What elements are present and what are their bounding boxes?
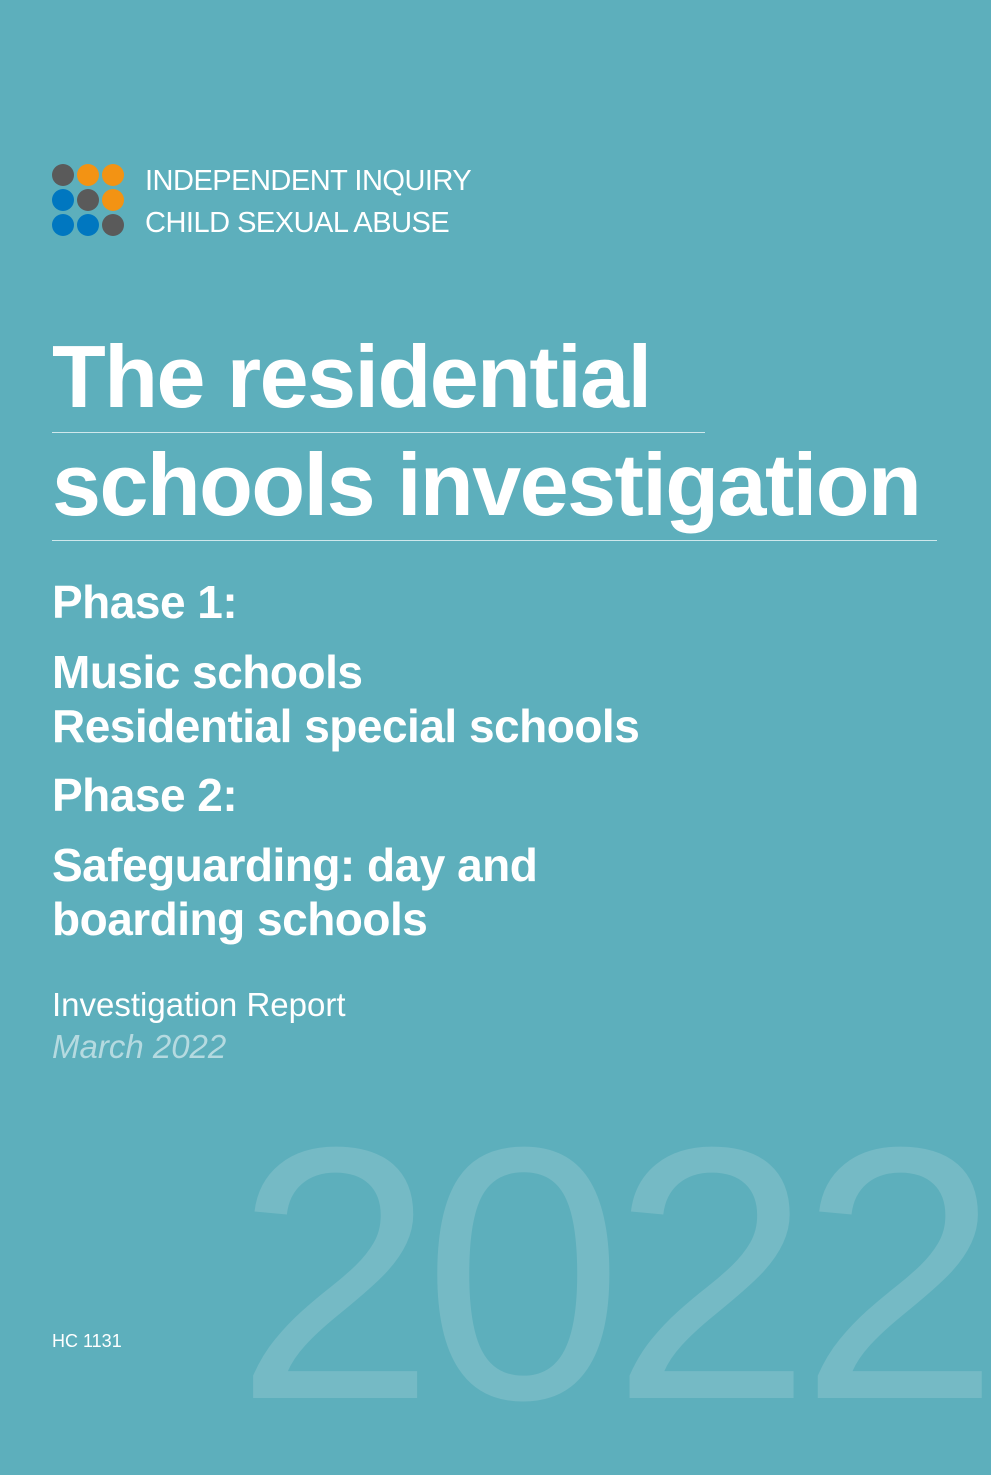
phase1-item: Residential special schools <box>52 700 640 752</box>
title-line1: The residential <box>52 322 705 433</box>
logo-dots-icon <box>52 164 127 239</box>
phase2-item: Safeguarding: day and <box>52 839 538 891</box>
reference-number: HC 1131 <box>52 1331 122 1351</box>
logo-text <box>145 160 471 244</box>
phase2-item: boarding schools <box>52 893 428 945</box>
report-type: Investigation Report <box>52 986 346 1023</box>
report-date: March 2022 <box>52 1028 227 1065</box>
title-line2: schools investigation <box>52 430 937 541</box>
logo-line1: INDEPENDENT INQUIRY <box>145 165 472 197</box>
background-year: 2022 <box>235 1073 988 1475</box>
phase2-label: Phase 2: <box>52 769 238 821</box>
phase1-item: Music schools <box>52 646 363 698</box>
phase1-label: Phase 1: <box>52 576 238 628</box>
logo-line2: CHILD SEXUAL ABUSE <box>145 207 450 239</box>
